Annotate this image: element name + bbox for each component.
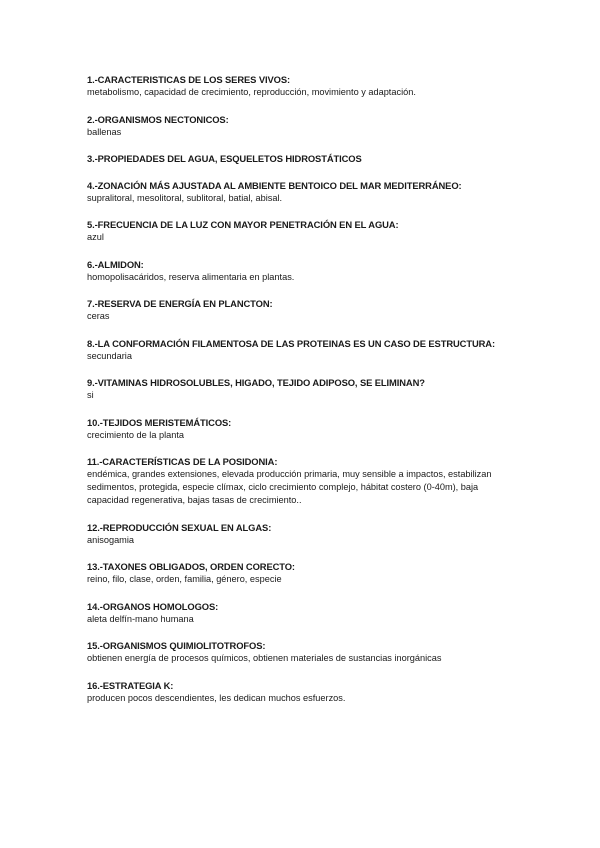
question-heading: 2.-ORGANISMOS NECTONICOS: (87, 113, 229, 125)
qa-item-12 (87, 521, 527, 547)
answer-text: ceras (87, 311, 110, 321)
question-heading: 5.-FRECUENCIA DE LA LUZ CON MAYOR PENETRACIÓN EN EL AGUA: (87, 219, 399, 230)
qa-item-1 (87, 73, 527, 99)
qa-item-4 (87, 179, 527, 205)
answer-text: azul (87, 232, 104, 242)
answer-text: secundaria (87, 350, 132, 361)
answer-text: supralitoral, mesolitoral, sublitoral, batial, abisal. (87, 192, 283, 203)
qa-item-14 (87, 600, 527, 626)
answer-text: obtienen energía de procesos químicos, obtienen materiales de sustancias inorgánicas (87, 653, 442, 663)
qa-item-9 (87, 376, 527, 402)
qa-item-5 (87, 218, 527, 244)
qa-item-10 (87, 416, 527, 442)
question-heading: 7.-RESERVA DE ENERGÍA EN PLANCTON: (87, 298, 273, 309)
answer-text: reino, filo, clase, orden, familia, género, especie (87, 574, 282, 584)
question-heading: 11.-CARACTERÍSTICAS DE LA POSIDONIA: (87, 456, 278, 467)
question-heading: 3.-PROPIEDADES DEL AGUA, ESQUELETOS HIDROSTÁTICOS (87, 153, 362, 164)
question-heading: 12.-REPRODUCCIÓN SEXUAL EN ALGAS: (87, 521, 272, 533)
answer-text: ballenas (87, 126, 122, 137)
answer-text: si (87, 390, 94, 400)
qa-item-11 (87, 455, 527, 507)
qa-item-8 (87, 337, 527, 363)
answer-text: crecimiento de la planta (87, 429, 185, 440)
question-heading: 16.-ESTRATEGIA K: (87, 679, 174, 691)
qa-item-13 (87, 560, 527, 586)
document-page (87, 73, 527, 718)
question-heading: 14.-ORGANOS HOMOLOGOS: (87, 600, 219, 612)
answer-text: aleta delfín-mano humana (87, 613, 194, 624)
answer-text: producen pocos descendientes, les dedican muchos esfuerzos. (87, 692, 346, 703)
question-heading: 10.-TEJIDOS MERISTEMÁTICOS: (87, 416, 232, 428)
answer-text: homopolisacáridos, reserva alimentaria en plantas. (87, 271, 295, 282)
question-heading: 8.-LA CONFORMACIÓN FILAMENTOSA DE LAS PROTEINAS ES UN CASO DE ESTRUCTURA: (87, 337, 495, 349)
question-heading: 4.-ZONACIÓN MÁS AJUSTADA AL AMBIENTE BENTOICO DEL MAR MEDITERRÁNEO: (87, 179, 462, 191)
qa-item-2 (87, 113, 527, 139)
answer-text: anisogamia (87, 534, 134, 545)
qa-item-7 (87, 297, 527, 323)
qa-item-3 (87, 152, 527, 165)
question-heading: 6.-ALMIDON: (87, 258, 144, 270)
question-heading: 13.-TAXONES OBLIGADOS, ORDEN CORECTO: (87, 561, 295, 572)
qa-item-6 (87, 258, 527, 284)
question-heading: 9.-VITAMINAS HIDROSOLUBLES, HIGADO, TEJIDO ADIPOSO, SE ELIMINAN? (87, 377, 425, 388)
qa-item-15 (87, 639, 527, 665)
question-heading: 1.-CARACTERISTICAS DE LOS SERES VIVOS: (87, 74, 290, 85)
answer-text: endémica, grandes extensiones, elevada producción primaria, muy sensible a impactos, estabilizan sedimentos, protegida, especie clímax, ciclo crecimiento complejo, hábitat costero (0-40m), baja capacidad regenerativa, bajas tasas de crecimiento.. (87, 469, 495, 505)
question-heading: 15.-ORGANISMOS QUIMIOLITOTROFOS: (87, 640, 266, 651)
qa-item-16 (87, 679, 527, 705)
answer-text: metabolismo, capacidad de crecimiento, reproducción, movimiento y adaptación. (87, 87, 416, 97)
